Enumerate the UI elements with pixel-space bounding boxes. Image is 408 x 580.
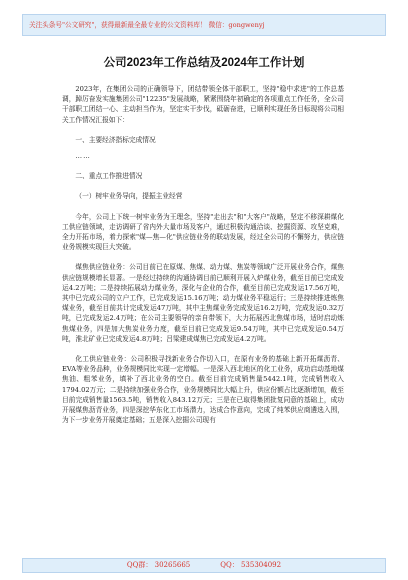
contact-footer <box>22 558 386 573</box>
body-paragraph-3: 化工供应链业务：公司积极寻找新业务合作切入口，在原有业务的基础上新开拓煤沥青、EVA等业务品种，业务规模同比实现一定增幅。一是深入西北地区的化工业务，成功启动基地煤焦油、粗苯业务，填补了西北业务的空白。截至目前完成销售量5442.1吨，完成销售收入1794.02万元；二是持续加强业务合作，业务规模同比大幅上升，供应份额占比逐渐增加，截至目前完成销售量1563.5吨，销售收入843.12万元；三是在已取得集团批复同意的基础上，成功开展煤焦沥青业务，四是深挖华东化工市场潜力，达成合作意向，完成了纯苯供应商遴选入围，为下一步业务开展奠定基础；五是深入挖掘公司现有 <box>62 355 344 425</box>
ellipsis-text: …… <box>75 152 91 161</box>
document-title: 公司2023年工作总结及2024年工作计划 <box>103 57 305 69</box>
promo-banner: 关注头条号"公文研究"，获得最新最全最专业的公文资料库！ 微信：gongwenyj <box>22 14 386 36</box>
intro-paragraph: 2023年，在集团公司的正确领导下，团结带领全体干部职工，坚持"稳中求进"的工作总基调，踔厉奋发实施集团公司"12235"发展战略，紧紧围绕年初确定的各项重点工作任务，全公司干部职工团结一心、主动担当作为，坚定实干步伐，砥砺奋进，已顺利实现任务目标现将公司相关工作情况汇报如下： <box>62 85 344 124</box>
section-heading-1: 一、主要经济指标完成情况 <box>75 135 156 144</box>
section-heading-2: 二、重点工作推进情况 <box>75 172 143 181</box>
document-body <box>62 84 344 425</box>
body-paragraph-2: 煤焦供应链业务：公司目前已在原煤、焦煤、动力煤、焦炭等领域广泛开展业务合作，煤焦供应链规模增长显著。一是经过持续的沟通协调目前已顺利开展入炉煤业务，截至目前已完成发运4.2万吨；二是持续拓展动力煤业务，深化与企业的合作，截至目前已完成发运17.56万吨，其中已完成公司的立户工作，已完成发运15.16万吨；动力煤业务平稳运行；三是持续推进炼焦煤业务，截至目前共计完成发运47万吨，其中主焦煤业务完成发运16.2万吨，完成发运0.32万吨，已完成发运2.4万吨；在公司主要领导的亲自带领下，大力拓展西北焦煤市场，适时启动炼焦煤业务，四是加大焦炭业务力度，截至目前已完成发运9.54万吨，其中已完成发运0.54万吨，淮北矿业已完成发运4.8万吨；吕梁建成煤焦已完成发运4.2万吨。 <box>62 263 344 343</box>
subsection-heading-1: （一）树牢业务导向，提振主业经营 <box>75 192 183 201</box>
body-paragraph-1: 今年，公司上下统一树牢业务为王理念，坚持"走出去"和"大客户"战略，坚定不移深耕煤化工供应链领域，走访调研了省内外大量市场及客户，通过积极沟通洽谈、挖掘资源、攻坚克难，全力开拓市场，着力探索"煤—焦—化"供应链业务的联动发展，经过全公司的不懈努力，供应链业务规模实现巨大突破。 <box>62 212 344 252</box>
qq-text: QQ： 535304092 <box>220 561 282 569</box>
qq-group-text: QQ群： 30265665 <box>126 561 191 569</box>
